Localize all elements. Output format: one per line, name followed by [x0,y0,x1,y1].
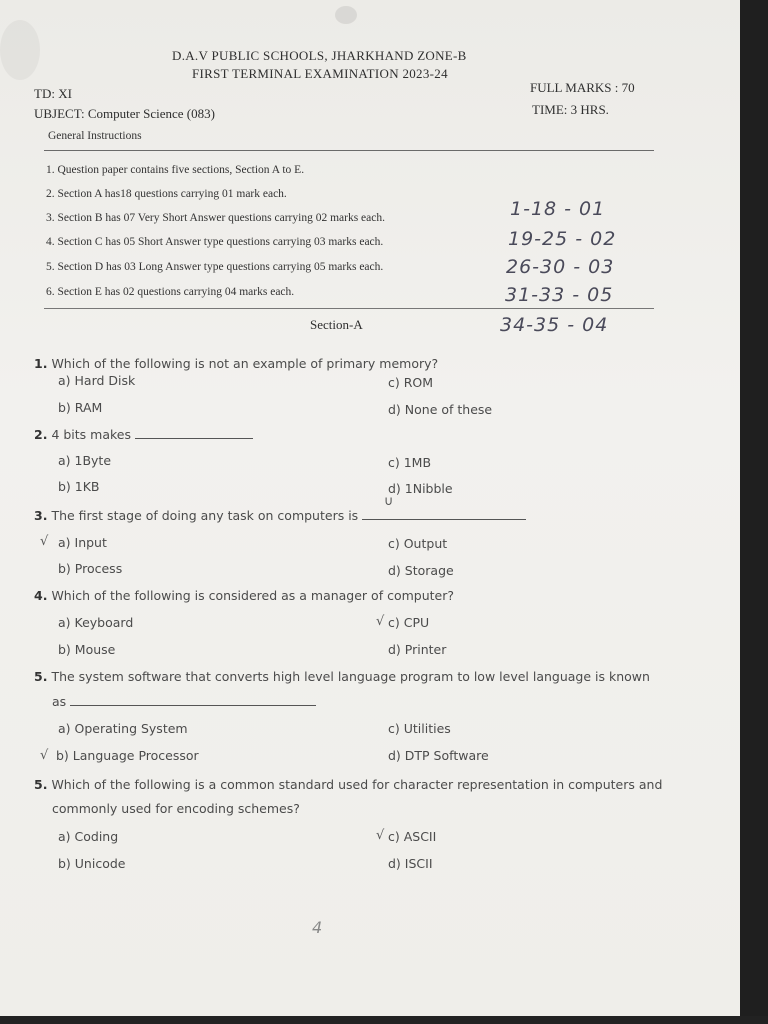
option-d: d) Storage [388,563,454,578]
option-c: c) Utilities [388,721,451,736]
question-6 [34,777,662,792]
instruction-item: 2. Section A has18 questions carrying 01 mark each. [46,188,287,200]
question-text: as [52,694,67,709]
option-d: d) 1Nibble [388,481,453,496]
option-b: b) RAM [58,400,103,415]
option-c: c) ROM [388,375,434,390]
instructions-heading: General Instructions [48,130,142,142]
option-d: d) DTP Software [388,748,489,763]
instruction-item: 6. Section E has 02 questions carrying 04 marks each. [46,286,295,298]
question-5 [34,669,650,684]
option-c: c) 1MB [388,455,432,470]
scan-smudge [335,6,357,24]
tick-mark-icon: ∪ [384,494,394,509]
option-a: a) Input [58,535,107,550]
question-number: 5. [34,777,48,792]
subject-label: UBJECT: Computer Science (083) [34,106,215,121]
scan-border-right [740,0,768,1024]
school-name: D.A.V PUBLIC SCHOOLS, JHARKHAND ZONE-B [172,48,467,63]
question-6-continued [52,801,300,816]
divider [44,150,654,151]
option-b: b) 1KB [58,479,100,494]
question-number: 2. [34,427,48,442]
option-d: d) Printer [388,642,447,657]
answer-blank [362,519,526,520]
answer-blank [70,705,316,706]
option-a: a) Hard Disk [58,373,136,388]
tick-mark-icon: √ [40,534,49,549]
question-number: 4. [34,588,48,603]
option-b: b) Unicode [58,856,126,871]
answer-blank [135,438,253,439]
question-5-continued [52,694,316,709]
instruction-item: 4. Section C has 05 Short Answer type questions carrying 03 marks each. [46,236,384,248]
section-title: Section-A [310,317,363,332]
instruction-item: 1. Question paper contains five sections, Section A to E. [46,164,305,176]
tick-mark-icon: √ [40,748,49,763]
question-text: commonly used for encoding schemes? [52,801,300,816]
question-4 [34,588,454,603]
full-marks: FULL MARKS : 70 [530,80,635,95]
question-number: 3. [34,508,48,523]
question-text: 4 bits makes [51,427,131,442]
option-b: b) Process [58,561,123,576]
question-text: Which of the following is not an example of primary memory? [51,356,439,371]
exam-time: TIME: 3 HRS. [532,102,609,117]
question-number: 5. [34,669,48,684]
handwritten-note: 31-33 - 05 [505,284,614,306]
question-number: 1. [34,356,48,371]
option-c: c) ASCII [388,829,437,844]
instruction-item: 3. Section B has 07 Very Short Answer questions carrying 02 marks each. [46,212,385,224]
class-label: TD: XI [34,86,72,101]
option-a: a) Keyboard [58,615,134,630]
divider [44,308,654,309]
handwritten-note: 26-30 - 03 [506,256,615,278]
question-text: The system software that converts high level language program to low level language is known [51,669,650,684]
scan-smudge [0,20,40,80]
option-b: b) Language Processor [56,748,199,763]
exam-title: FIRST TERMINAL EXAMINATION 2023-24 [192,66,448,81]
scan-border-bottom [0,1016,768,1024]
question-2 [34,427,253,442]
option-a: a) Operating System [58,721,188,736]
option-d: d) ISCII [388,856,433,871]
footer-pencil-mark: 4 [312,918,324,937]
option-c: c) CPU [388,615,430,630]
tick-mark-icon: √ [376,614,385,629]
question-text: Which of the following is a common standard used for character representation in computers and [51,777,663,792]
handwritten-note: 1-18 - 01 [510,198,606,220]
handwritten-note: 34-35 - 04 [500,314,609,336]
handwritten-note: 19-25 - 02 [508,228,617,250]
question-1 [34,356,438,371]
option-a: a) 1Byte [58,453,112,468]
option-a: a) Coding [58,829,119,844]
option-d: d) None of these [388,402,493,417]
tick-mark-icon: √ [376,828,385,843]
question-3 [34,508,526,523]
option-c: c) Output [388,536,448,551]
instruction-item: 5. Section D has 03 Long Answer type questions carrying 05 marks each. [46,261,384,273]
question-text: The first stage of doing any task on computers is [51,508,359,523]
option-b: b) Mouse [58,642,116,657]
question-text: Which of the following is considered as a manager of computer? [51,588,454,603]
